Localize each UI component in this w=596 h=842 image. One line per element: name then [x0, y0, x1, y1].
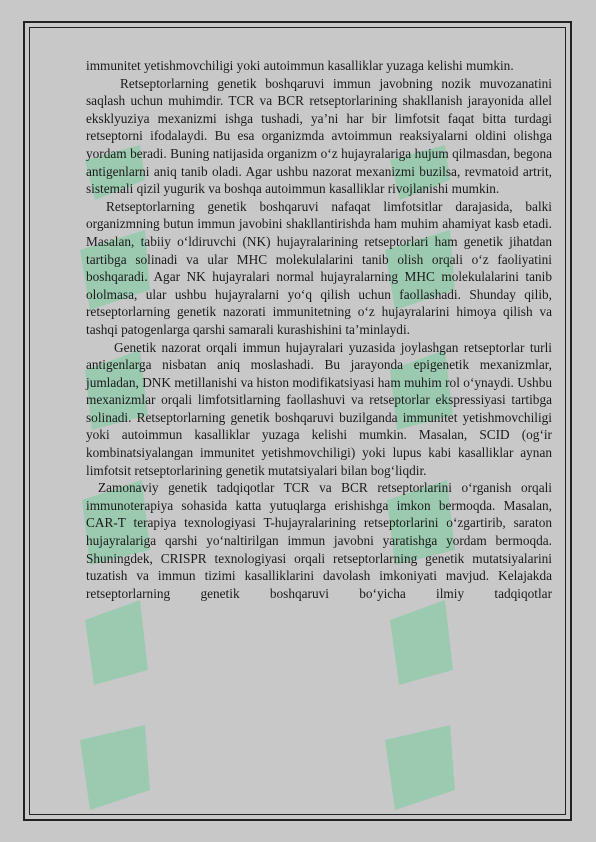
paragraph-1: immunitet yetishmovchiligi yoki autoimmun kasalliklar yuzaga kelishi mumkin.	[86, 58, 514, 73]
paragraph-3: Retseptorlarning genetik boshqaruvi nafaqat limfotsitlar darajasida, balki organizmning butun immun javobini shakllantirishda ham muhim ahamiyat kasb etadi. Masalan, tabiiy o‘ldiruvchi (NK) hujayralarining retseptorlari ham genetik jihatdan tartibga solinadi va ular MHC molekulalarini tanib olish orqali o‘z faoliyatini boshqaradi. Agar NK hujayralari normal hujayralarning MHC molekulalarini tanib ololmasa, ular ushbu hujayralarni yo‘q qilish uchun faollashadi. Shunday qilib, retseptorlarning genetik nazorati immunitetning o‘z hujayralarini himoya qilish va tashqi patogenlarga qarshi samarali kurashishini ta’minlaydi.	[86, 198, 552, 337]
paragraph-5: Zamonaviy genetik tadqiqotlar TCR va BCR retseptorlarini o‘rganish orqali immunoterapiya sohasida katta yutuqlarga erishishga imkon bermoqda. Masalan, CAR-T terapiya texnologiyasi T-hujayralarining retseptorlarini o‘zgartirib, saraton hujayralariga qarshi yo‘naltirilgan immun javobni yaratishga yordam bermoqda. Shuningdek, CRISPR texnologiyasi orqali retseptorlarning genetik mutatsiyalarini tuzatish va immun tizimi kasalliklarini davolash imkoniyati mavjud. Kelajakda retseptorlarning genetik boshqaruvi bo‘yicha ilmiy tadqiqotlar	[86, 480, 552, 601]
document-body	[86, 57, 552, 602]
paragraph-2: Retseptorlarning genetik boshqaruvi immun javobning nozik muvozanatini saqlash uchun muhimdir. TCR va BCR retseptorlarining shakllanish jarayonida allel eksklyuziya mexanizmi ishga tushadi, ya’ni har bir limfotsit faqat bitta turdagi retseptorni ifodalaydi. Bu esa organizmda avtoimmun reaksiyalarni oldini olishga yordam beradi. Buning natijasida organizm o‘z hujayralariga hujum qilmasdan, begona antigenlarni aniq tanib oladi. Agar ushbu nazorat mexanizmi buzilsa, revmatoid artrit, sistemali qizil yugurik va boshqa autoimmun kasalliklar rivojlanishi mumkin.	[86, 75, 552, 197]
paragraph-4: Genetik nazorat orqali immun hujayralari yuzasida joylashgan retseptorlar turli antigenlarga nisbatan aniq moslashadi. Bu jarayonda epigenetik mexanizmlar, jumladan, DNK metillanishi va histon modifikatsiyasi ham muhim rol o‘ynaydi. Ushbu mexanizmlar orqali limfotsitlarning faollashuvi va retseptorlar ekspressiyasi tartibga solinadi. Retseptorlarning genetik boshqaruvi buzilganda immunitet yetishmovchiligi yoki autoimmun kasalliklar yuzaga kelishi mumkin. Masalan, SCID (og‘ir kombinatsiyalangan immunitet yetishmovchiligi) yoki lupus kabi kasalliklar aynan limfotsit retseptorlarining genetik mutatsiyalari bilan bog‘liqdir.	[86, 339, 552, 478]
